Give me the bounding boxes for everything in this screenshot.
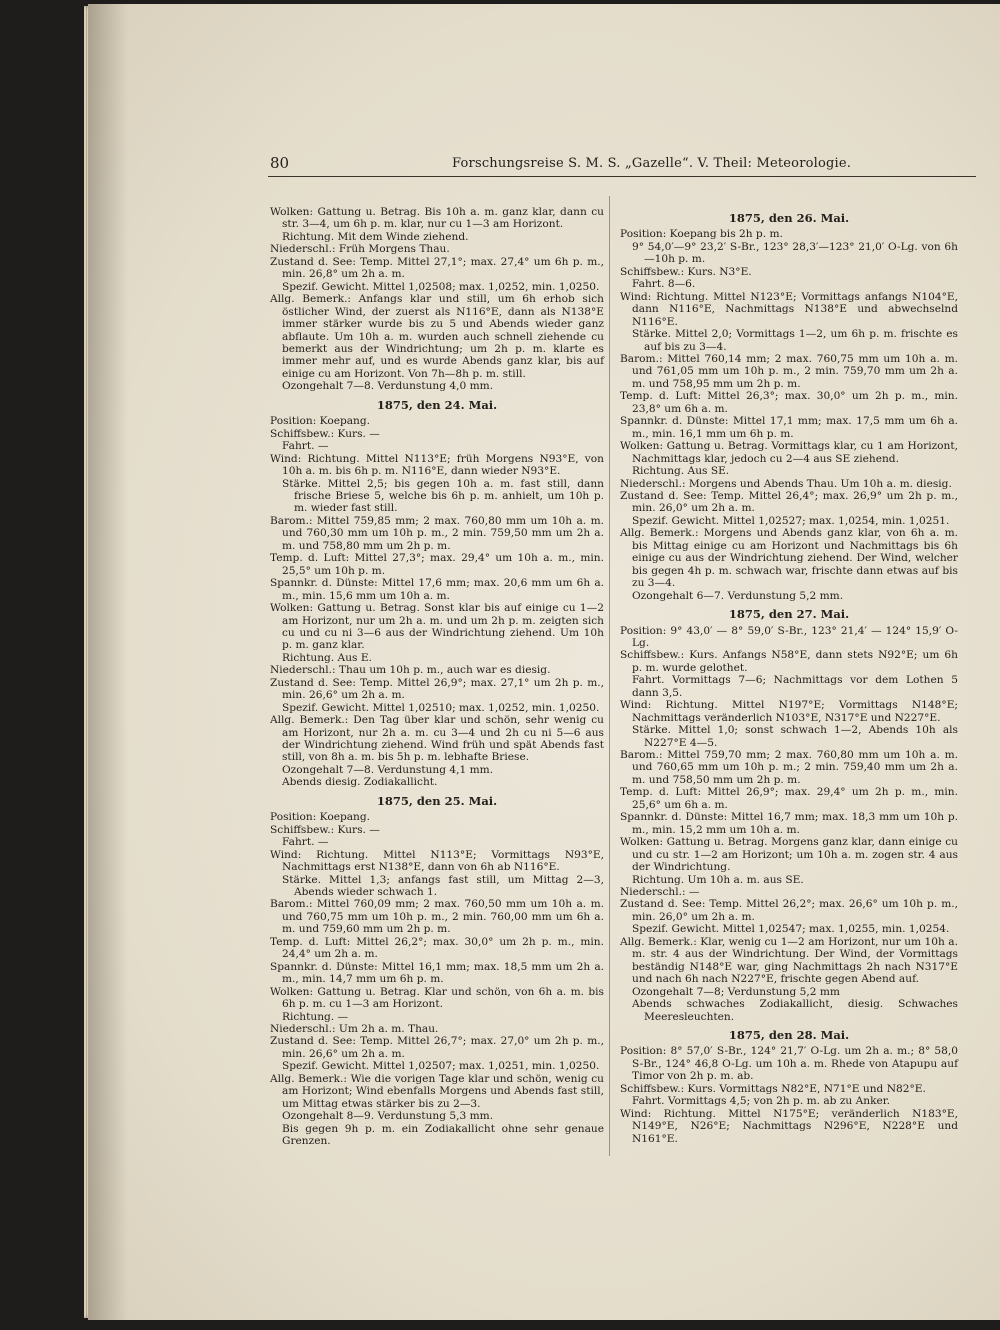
paragraph: Richtung. Um 10h a. m. aus SE. [632, 873, 804, 886]
paragraph: Zustand d. See: Temp. Mittel 27,1°; max. 27,4° um 6h p. m., min. 26,8° um 2h a. m. [270, 255, 604, 281]
paragraph: Schiffsbew.: Kurs. — [270, 427, 380, 440]
paragraph: Spezif. Gewicht. Mittel 1,02507; max. 1,0251, min. 1,0250. [282, 1060, 600, 1073]
paragraph: Fahrt. Vormittags 4,5; von 2h p. m. ab zu Anker. [632, 1095, 891, 1108]
paragraph: Abends schwaches Zodiakallicht, diesig. Schwaches Meeresleuchten. [632, 998, 958, 1023]
right-column [620, 206, 958, 1145]
paragraph: Ozongehalt 6—7. Verdunstung 5,2 mm. [632, 589, 844, 602]
paragraph: Allg. Bemerk.: Den Tag über klar und schön, sehr wenig cu am Horizont, nur 2h a. m. cu 3—4 und 2h cu ni 5—6 aus der Windrichtung ziehend. Wind früh und spät Abends fast still, von 8h a. m. bis 5h p. m. lebhafte Briese. [270, 714, 604, 764]
paragraph: Ozongehalt 8—9. Verdunstung 5,3 mm. [282, 1110, 494, 1123]
paragraph: Ozongehalt 7—8; Verdunstung 5,2 mm [632, 985, 840, 998]
paragraph: Ozongehalt 7—8. Verdunstung 4,1 mm. [282, 763, 494, 776]
paragraph: Niederschl.: — [620, 886, 700, 899]
paragraph: Fahrt. Vormittags 7—6; Nachmittags vor dem Lothen 5 dann 3,5. [632, 674, 958, 699]
paragraph: Abends diesig. Zodiakallicht. [282, 776, 438, 789]
paragraph: Stärke. Mittel 2,0; Vormittags 1—2, um 6h p. m. frischte es auf bis zu 3—4. [632, 328, 958, 353]
header-rule [268, 176, 976, 177]
paragraph: Wind: Richtung. Mittel N113°E; Vormittags N93°E, Nachmittags erst N138°E, dann von 6h ab N116°E. [270, 848, 604, 874]
paragraph: Position: Koepang. [270, 811, 371, 824]
paragraph: Spannkr. d. Dünste: Mittel 16,7 mm; max. 18,3 mm um 10h p. m., min. 15,2 mm um 10h a. m. [620, 811, 958, 836]
paragraph: Schiffsbew.: Kurs. — [270, 823, 380, 836]
paragraph: Position: Koepang. [270, 415, 371, 428]
paragraph: Barom.: Mittel 760,14 mm; 2 max. 760,75 mm um 10h a. m. und 761,05 mm um 10h p. m., 2 min. 759,70 mm um 2h a. m. und 758,95 mm um 2h p. m. [620, 352, 958, 390]
paragraph: Stärke. Mittel 1,3; anfangs fast still, um Mittag 2—3, Abends wieder schwach 1. [282, 873, 604, 899]
paragraph: Allg. Bemerk.: Klar, wenig cu 1—2 am Horizont, nur um 10h a. m. str. 4 aus der Windrichtung. Der Wind, der Vormittags beständig N148°E war, ging Nachmittags 2h nach N317°E und nach 6h nach N227°E, frischte gegen Abend auf. [620, 935, 958, 986]
paragraph: Temp. d. Luft: Mittel 26,2°; max. 30,0° um 2h p. m., min. 24,4° um 2h a. m. [270, 935, 604, 961]
date-heading: 1875, den 28. Mai. [728, 1028, 850, 1042]
date-heading: 1875, den 24. Mai. [376, 397, 498, 412]
left-column [270, 206, 604, 1148]
paragraph: Barom.: Mittel 760,09 mm; 2 max. 760,50 mm um 10h a. m. und 760,75 mm um 10h p. m., 2 min. 760,00 mm um 6h a. m. und 759,60 mm um 2h p. m. [270, 898, 604, 936]
paragraph: Spannkr. d. Dünste: Mittel 16,1 mm; max. 18,5 mm um 2h a. m., min. 14,7 mm um 6h p. m. [270, 960, 604, 986]
paragraph: Spezif. Gewicht. Mittel 1,02510; max. 1,0252, min. 1,0250. [282, 701, 600, 714]
paragraph: Barom.: Mittel 759,70 mm; 2 max. 760,80 mm um 10h a. m. und 760,65 mm um 10h p. m.; 2 min. 759,40 mm um 2h a. m. und 758,50 mm um 2h p. m. [620, 749, 958, 786]
paragraph: Fahrt. 8—6. [632, 278, 696, 291]
paragraph: Niederschl.: Thau um 10h p. m., auch war es diesig. [270, 664, 551, 677]
paragraph: Stärke. Mittel 1,0; sonst schwach 1—2, Abends 10h als N227°E 4—5. [632, 724, 958, 749]
paragraph: Position: Koepang bis 2h p. m. [620, 228, 783, 241]
paragraph: Allg. Bemerk.: Morgens und Abends ganz klar, von 6h a. m. bis Mittag einige cu am Horizont und Nachmittags bis 6h einige cu aus der Windrichtung ziehend. Der Wind, welcher bis gegen 4h p. m. schwach war, frischte dann etwas auf bis zu 3—4. [620, 527, 958, 590]
paragraph: 9° 54,0′—9° 23,2′ S-Br., 123° 28,3′—123° 21,0′ O-Lg. von 6h—10h p. m. [632, 240, 958, 266]
paragraph: Richtung. Mit dem Winde ziehend. [282, 230, 469, 243]
paragraph: Richtung. Aus E. [282, 651, 372, 664]
date-heading: 1875, den 25. Mai. [376, 793, 498, 808]
paragraph: Zustand d. See: Temp. Mittel 26,7°; max. 27,0° um 2h p. m., min. 26,6° um 2h a. m. [270, 1035, 604, 1060]
paragraph: Spannkr. d. Dünste: Mittel 17,6 mm; max. 20,6 mm um 6h a. m., min. 15,6 mm um 10h a. m. [270, 577, 604, 602]
paragraph: Spezif. Gewicht. Mittel 1,02508; max. 1,0252, min. 1,0250. [282, 280, 600, 293]
paragraph: Niederschl.: Morgens und Abends Thau. Um 10h a. m. diesig. [620, 477, 952, 490]
paragraph: Richtung. — [282, 1010, 349, 1023]
paragraph: Niederschl.: Früh Morgens Thau. [270, 243, 450, 256]
paragraph: Spezif. Gewicht. Mittel 1,02527; max. 1,0254, min. 1,0251. [632, 514, 950, 527]
paragraph: Bis gegen 9h p. m. ein Zodiakallicht ohne sehr genaue Grenzen. [282, 1122, 604, 1148]
paragraph: Stärke. Mittel 2,5; bis gegen 10h a. m. fast still, dann frische Briese 5, welche bis 6h p. m. anhielt, um 10h p. m. wieder fast still. [282, 477, 604, 515]
paragraph: Schiffsbew.: Kurs. N3°E. [620, 265, 752, 278]
paragraph: Wind: Richtung. Mittel N123°E; Vormittags anfangs N104°E, dann N116°E, Nachmittags N138°E und abwechselnd N116°E. [620, 290, 958, 328]
paragraph: Zustand d. See: Temp. Mittel 26,9°; max. 27,1° um 2h p. m., min. 26,6° um 2h a. m. [270, 676, 604, 702]
date-heading: 1875, den 26. Mai. [728, 211, 850, 225]
paragraph: Niederschl.: Um 2h a. m. Thau. [270, 1023, 439, 1035]
paragraph: Wolken: Gattung u. Betrag. Morgens ganz klar, dann einige cu und cu str. 1—2 am Horizont; um 10h a. m. zogen str. 4 aus der Windrichtung. [620, 836, 958, 874]
paragraph: Temp. d. Luft: Mittel 26,3°; max. 30,0° um 2h p. m., min. 23,8° um 6h a. m. [620, 390, 958, 415]
paragraph: Fahrt. — [282, 440, 329, 453]
date-heading: 1875, den 27. Mai. [728, 607, 850, 622]
paragraph: Wind: Richtung. Mittel N113°E; früh Morgens N93°E, von 10h a. m. bis 6h p. m. N116°E, dann wieder N93°E. [270, 452, 604, 478]
paragraph: Richtung. Aus SE. [632, 465, 730, 478]
page-number: 80 [270, 154, 290, 172]
paragraph: Wind: Richtung. Mittel N175°E; veränderlich N183°E, N149°E, N26°E; Nachmittags N296°E, N228°E und N161°E. [620, 1107, 958, 1145]
paragraph: Wolken: Gattung u. Betrag. Klar und schön, von 6h a. m. bis 6h p. m. cu 1—3 am Horizont. [270, 985, 604, 1011]
running-title: Forschungsreise S. M. S. „Gazelle“. V. Theil: Meteorologie. [452, 156, 852, 171]
gutter-shadow [88, 4, 128, 1320]
column-divider [609, 196, 610, 1156]
paragraph: Allg. Bemerk.: Wie die vorigen Tage klar und schön, wenig cu am Horizont; Wind ebenfalls Morgens und Abends fast still, um Mittag etwas stärker bis zu 2—3. [270, 1072, 604, 1110]
paragraph: Fahrt. — [282, 836, 329, 849]
paragraph: Position: 9° 43,0′ — 8° 59,0′ S-Br., 123° 21,4′ — 124° 15,9′ O-Lg. [620, 624, 958, 649]
paragraph: Temp. d. Luft: Mittel 27,3°; max. 29,4° um 10h a. m., min. 25,5° um 10h p. m. [270, 552, 604, 577]
paragraph: Zustand d. See: Temp. Mittel 26,2°; max. 26,6° um 10h p. m., min. 26,0° um 2h a. m. [620, 898, 958, 923]
paragraph: Wind: Richtung. Mittel N197°E; Vormittags N148°E; Nachmittags veränderlich N103°E, N317°E und N227°E. [620, 699, 958, 724]
paragraph: Schiffsbew.: Kurs. Anfangs N58°E, dann stets N92°E; um 6h p. m. wurde gelothet. [620, 649, 958, 674]
paragraph: Ozongehalt 7—8. Verdunstung 4,0 mm. [282, 380, 494, 393]
paragraph: Zustand d. See: Temp. Mittel 26,4°; max. 26,9° um 2h p. m., min. 26,0° um 2h a. m. [620, 489, 958, 515]
paragraph: Temp. d. Luft: Mittel 26,9°; max. 29,4° um 2h p. m., min. 25,6° um 6h a. m. [620, 786, 958, 811]
paragraph: Wolken: Gattung u. Betrag. Sonst klar bis auf einige cu 1—2 am Horizont, nur um 2h a. m. und um 2h p. m. zeigten sich cu und cu ni 3—6 aus der Windrichtung ziehend. Um 10h p. m. ganz klar. [270, 602, 604, 652]
paragraph: Position: 8° 57,0′ S-Br., 124° 21,7′ O-Lg. um 2h a. m.; 8° 58,0 S-Br., 124° 46,8 O-Lg. um 10h a. m. Rhede von Atapupu auf Timor von 2h p. m. ab. [620, 1045, 958, 1083]
paragraph: Barom.: Mittel 759,85 mm; 2 max. 760,80 mm um 10h a. m. und 760,30 mm um 10h p. m., 2 min. 759,50 mm um 2h a. m. und 758,80 mm um 2h p. m. [270, 514, 604, 552]
paragraph: Schiffsbew.: Kurs. Vormittags N82°E, N71°E und N82°E. [620, 1082, 926, 1095]
paragraph: Wolken: Gattung u. Betrag. Vormittags klar, cu 1 am Horizont, Nachmittags klar, jedoch cu 2—4 aus SE ziehend. [620, 440, 958, 465]
paragraph: Spezif. Gewicht. Mittel 1,02547; max. 1,0255, min. 1,0254. [632, 923, 950, 936]
paragraph: Allg. Bemerk.: Anfangs klar und still, um 6h erhob sich östlicher Wind, der zuerst als N116°E, dann als N138°E immer stärker wurde bis zu 5 und Abends wieder ganz abflaute. Um 10h a. m. wurden auch schnell ziehende cu bemerkt aus der Windrichtung; um 2h p. m. klarte es immer mehr auf, und es wurde Abends ganz klar, bis auf einige cu am Horizont. Von 7h—8h p. m. still. [270, 293, 604, 380]
paragraph: Wolken: Gattung u. Betrag. Bis 10h a. m. ganz klar, dann cu str. 3—4, um 6h p. m. klar, nur cu 1—3 am Horizont. [270, 206, 604, 231]
paragraph: Spannkr. d. Dünste: Mittel 17,1 mm; max. 17,5 mm um 6h a. m., min. 16,1 mm um 6h p. m. [620, 415, 958, 440]
